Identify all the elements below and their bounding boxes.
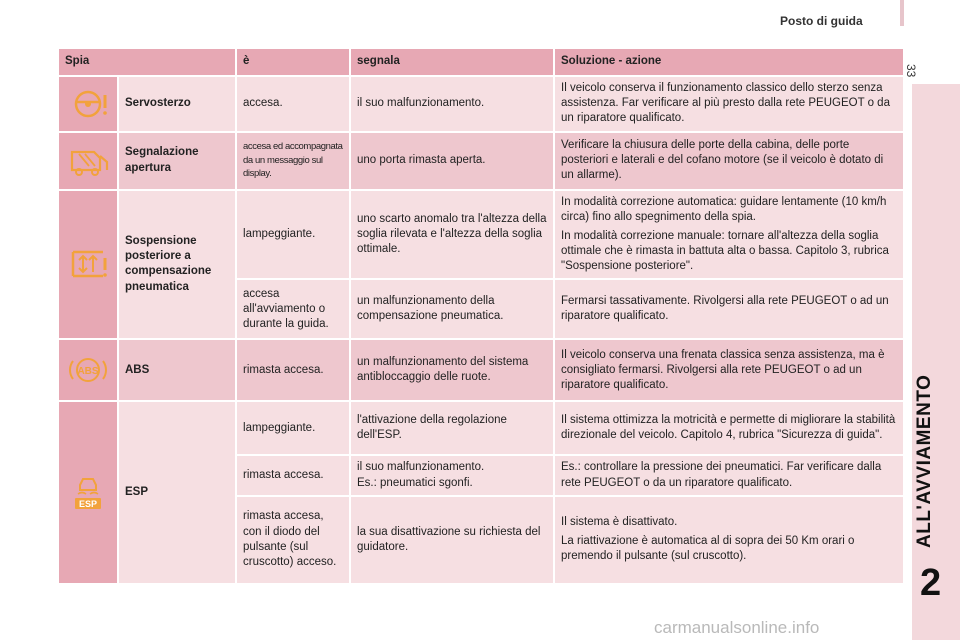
signal-line: Es.: pneumatici sgonfi. [357,476,473,489]
column-header-soluzione: Soluzione - azione [554,48,904,76]
warning-solution: Verificare la chiusura delle porte della cabina, delle porte posteriori e laterali e del cofano motore (se il veicolo è dotato di un allarme). [554,132,904,190]
warning-signal [350,455,554,495]
esp-icon [58,401,118,583]
table-row [58,76,904,132]
table-row [58,132,904,190]
svg-text:ABS: ABS [77,366,99,378]
warning-state: accesa all'avviamento o durante la guida. [236,279,350,339]
warning-signal: un malfunzionamento del sistema antibloccaggio delle ruote. [350,339,554,401]
column-header-e: è [236,48,350,76]
warning-state: accesa ed accompagnata da un messaggio sul display. [236,132,350,190]
warning-name: Segnalazione apertura [118,132,236,190]
warning-name: ESP [118,401,236,583]
solution-paragraph: In modalità correzione automatica: guidare lentamente (10 km/h circa) fino allo spegnimento della spia. [561,195,887,223]
column-header-spia: Spia [58,48,236,76]
page-header-title: Posto di guida [780,14,863,28]
signal-line: il suo malfunzionamento. [357,461,485,474]
table-header-row [58,48,904,76]
door-open-icon [58,132,118,190]
header-accent-bar [900,0,904,26]
warning-solution: Es.: controllare la pressione dei pneumatici. Far verificare dalla rete PEUGEOT o da un riparatore qualificato. [554,455,904,495]
solution-paragraph: La riattivazione è automatica al di sopra dei 50 Km orari o premendo il pulsante (sul cruscotto). [561,535,855,563]
warning-state: lampeggiante. [236,190,350,280]
column-header-segnala: segnala [350,48,554,76]
abs-icon [58,339,118,401]
page-number: 33 [904,64,918,78]
warning-state: rimasta accesa. [236,455,350,495]
table-row [58,190,904,280]
warning-signal: la sua disattivazione su richiesta del guidatore. [350,496,554,584]
warning-name: ABS [118,339,236,401]
solution-paragraph: Il sistema è disattivato. [561,515,678,528]
watermark: carmanualsonline.info [654,618,820,637]
warning-signal: uno scarto anomalo tra l'altezza della soglia rilevata e l'altezza della soglia ottimale. [350,190,554,280]
chapter-side-tab [912,84,960,640]
warning-signal: uno porta rimasta aperta. [350,132,554,190]
warning-solution: Il veicolo conserva una frenata classica senza assistenza, ma è consigliato fermarsi. Rivolgersi alla rete PEUGEOT o ad un riparatore qualificato. [554,339,904,401]
warning-state: lampeggiante. [236,401,350,455]
warning-lights-table [57,47,905,585]
warning-name: Sospensione posteriore a compensazione pneumatica [118,190,236,340]
table-row [58,339,904,401]
chapter-number: 2 [920,562,942,604]
svg-text:ESP: ESP [78,498,98,509]
warning-signal: l'attivazione della regolazione dell'ESP. [350,401,554,455]
warning-solution: Fermarsi tassativamente. Rivolgersi alla rete PEUGEOT o ad un riparatore qualificato. [554,279,904,339]
solution-paragraph: In modalità correzione manuale: tornare all'altezza della soglia ottimale che è rimasta in battuta alta o bassa. Capitolo 3, rubrica "Sospensione posteriore". [561,229,889,273]
warning-state: rimasta accesa, con il diodo del pulsante (sul cruscotto) acceso. [236,496,350,584]
warning-solution: Il sistema ottimizza la motricità e permette di migliorare la stabilità direzionale del veicolo. Capitolo 4, rubrica "Sicurezza di guida". [554,401,904,455]
section-title-text: ALL'AVVIAMENTO [914,374,935,548]
warning-name: Servosterzo [118,76,236,132]
table-row [58,401,904,455]
warning-signal: il suo malfunzionamento. [350,76,554,132]
warning-solution [554,496,904,584]
suspension-icon [58,190,118,340]
steering-wheel-warning-icon [58,76,118,132]
warning-solution [554,190,904,280]
warning-signal: un malfunzionamento della compensazione pneumatica. [350,279,554,339]
warning-state: rimasta accesa. [236,339,350,401]
warning-state: accesa. [236,76,350,132]
warning-solution: Il veicolo conserva il funzionamento classico dello sterzo senza assistenza. Far verificare al più presto dalla rete PEUGEOT o da un riparatore qualificato. [554,76,904,132]
